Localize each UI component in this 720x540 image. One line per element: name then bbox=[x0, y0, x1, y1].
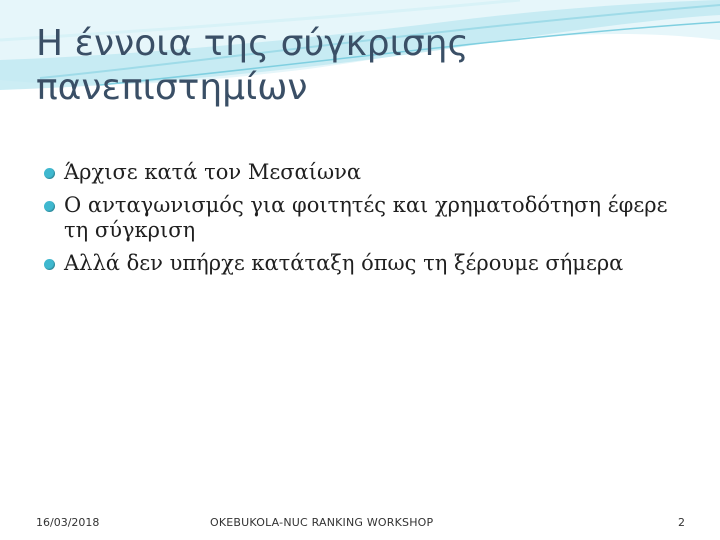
bullet-item bbox=[44, 160, 684, 185]
bullet-item bbox=[44, 193, 684, 243]
bullet-text: Άρχισε κατά τον Μεσαίωνα bbox=[64, 160, 362, 184]
slide-number: 2 bbox=[678, 516, 685, 529]
bullet-dot-icon bbox=[44, 201, 55, 212]
bullet-list bbox=[44, 160, 684, 284]
title-line-1: Η έννοια της σύγκρισης bbox=[36, 23, 469, 64]
slide-title bbox=[36, 22, 676, 110]
bullet-dot-icon bbox=[44, 259, 55, 270]
footer-date: 16/03/2018 bbox=[36, 516, 100, 529]
bullet-text: Ο ανταγωνισμός για φοιτητές και χρηματοδότηση έφερε τη σύγκριση bbox=[64, 193, 668, 242]
bullet-item bbox=[44, 251, 684, 276]
footer-text: OKEBUKOLA-NUC RANKING WORKSHOP bbox=[210, 516, 434, 529]
bullet-text: Αλλά δεν υπήρχε κατάταξη όπως τη ξέρουμε σήμερα bbox=[64, 251, 624, 275]
title-line-2: πανεπιστημίων bbox=[36, 67, 308, 108]
bullet-dot-icon bbox=[44, 168, 55, 179]
